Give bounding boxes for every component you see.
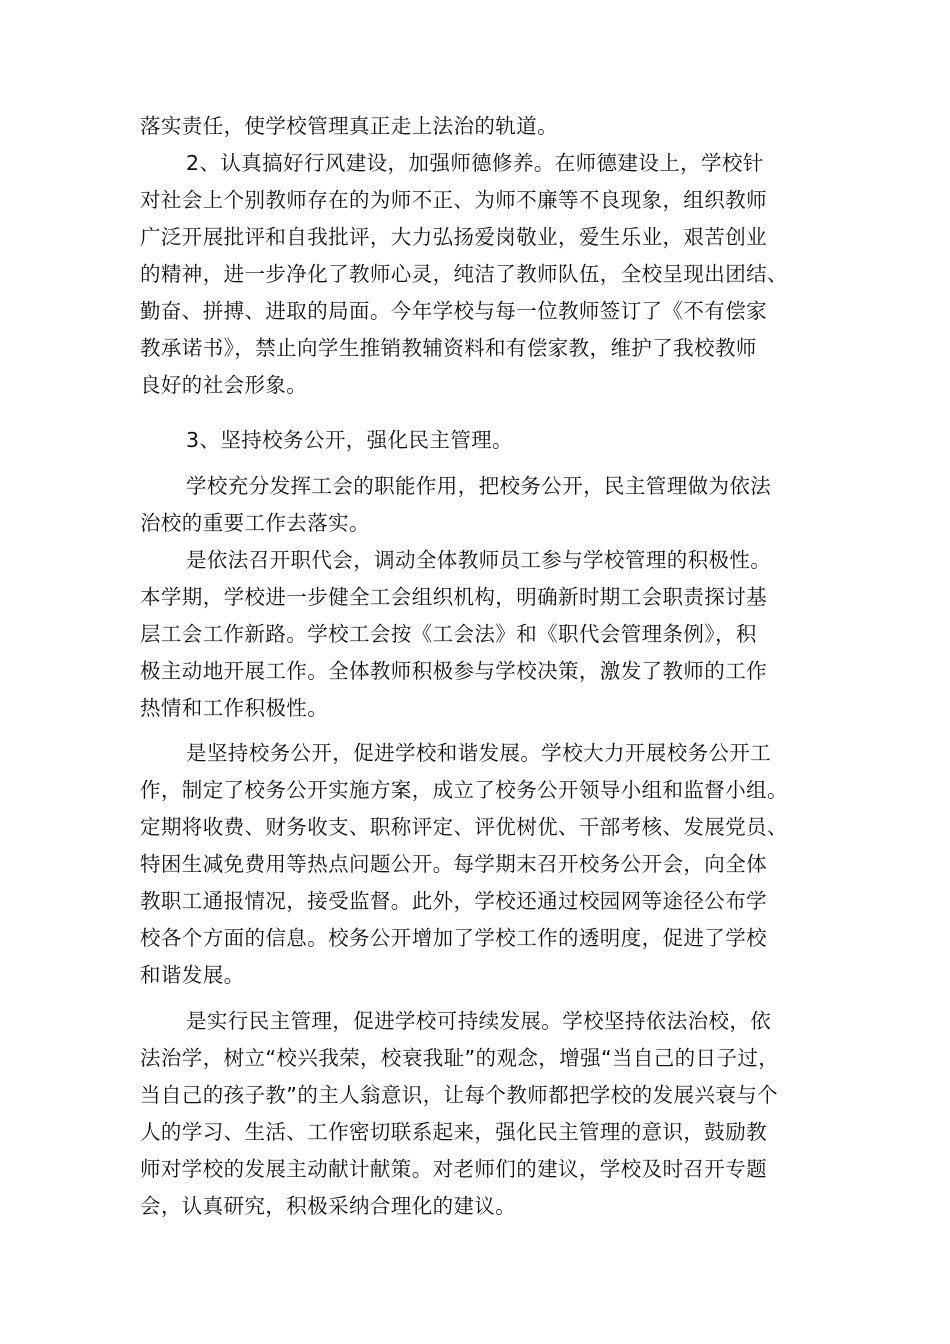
text-line: 法治学，树立“校兴我荣，校衰我耻”的观念，增强“当自己的日子过， bbox=[140, 1046, 780, 1070]
text-line: 热情和工作积极性。 bbox=[140, 696, 329, 720]
text-line: 师对学校的发展主动献计献策。对老师们的建议，学校及时召开专题 bbox=[140, 1157, 767, 1181]
text-line: 良好的社会形象。 bbox=[140, 373, 308, 397]
text-line: 是实行民主管理，促进学校可持续发展。学校坚持依法治校，依 bbox=[186, 1009, 772, 1033]
text-line: 会，认真研究，积极采纳合理化的建议。 bbox=[140, 1194, 517, 1218]
text-line: 教承诺书》，禁止向学生推销教辅资料和有偿家教，维护了我校教师 bbox=[140, 336, 757, 360]
text-line: 勤奋、拼搏、进取的局面。今年学校与每一位教师签订了《不有偿家 bbox=[140, 299, 767, 323]
text-line: 作，制定了校务公开实施方案，成立了校务公开领导小组和监督小组。 bbox=[140, 778, 788, 802]
text-line: 和谐发展。 bbox=[140, 963, 245, 987]
text-line: 当自己的孩子教”的主人翁意识，让每个教师都把学校的发展兴衰与个 bbox=[140, 1083, 779, 1107]
text-line: 广泛开展批评和自我批评，大力弘扬爱岗敬业，爱生乐业，艰苦创业 bbox=[140, 225, 767, 249]
text-line: 落实责任，使学校管理真正走上法治的轨道。 bbox=[140, 114, 558, 138]
text-line: 对社会上个别教师存在的为师不正、为师不廉等不良现象，组织教师 bbox=[140, 188, 767, 212]
item-3-heading: 3、坚持校务公开，强化民主管理。 bbox=[186, 428, 513, 452]
text-line: 学校充分发挥工会的职能作用，把校务公开，民主管理做为依法 bbox=[186, 474, 772, 498]
text-line: 特困生减免费用等热点问题公开。每学期末召开校务公开会，向全体 bbox=[140, 852, 767, 876]
text-line: 极主动地开展工作。全体教师积极参与学校决策，激发了教师的工作 bbox=[140, 659, 767, 683]
text-line: 本学期，学校进一步健全工会组织机构，明确新时期工会职责探讨基 bbox=[140, 585, 767, 609]
text-line: 校各个方面的信息。校务公开增加了学校工作的透明度，促进了学校 bbox=[140, 926, 767, 950]
text-line: 的精神，进一步净化了教师心灵，纯洁了教师队伍，全校呈现出团结、 bbox=[140, 262, 788, 286]
text-line: 层工会工作新路。学校工会按《工会法》和《职代会管理条例》，积 bbox=[140, 622, 757, 646]
text-line: 治校的重要工作去落实。 bbox=[140, 511, 370, 535]
item-2-heading: 2、认真搞好行风建设，加强师德修养。在师德建设上，学校针 bbox=[186, 151, 764, 175]
text-line: 定期将收费、财务收支、职称评定、评优树优、干部考核、发展党员、 bbox=[140, 815, 788, 839]
text-line: 是坚持校务公开，促进学校和谐发展。学校大力开展校务公开工 bbox=[186, 741, 772, 765]
text-line: 人的学习、生活、工作密切联系起来，强化民主管理的意识，鼓励教 bbox=[140, 1120, 767, 1144]
text-line: 是依法召开职代会，调动全体教师员工参与学校管理的积极性。 bbox=[186, 548, 772, 572]
text-line: 教职工通报情况，接受监督。此外，学校还通过校园网等途径公布学 bbox=[140, 889, 767, 913]
